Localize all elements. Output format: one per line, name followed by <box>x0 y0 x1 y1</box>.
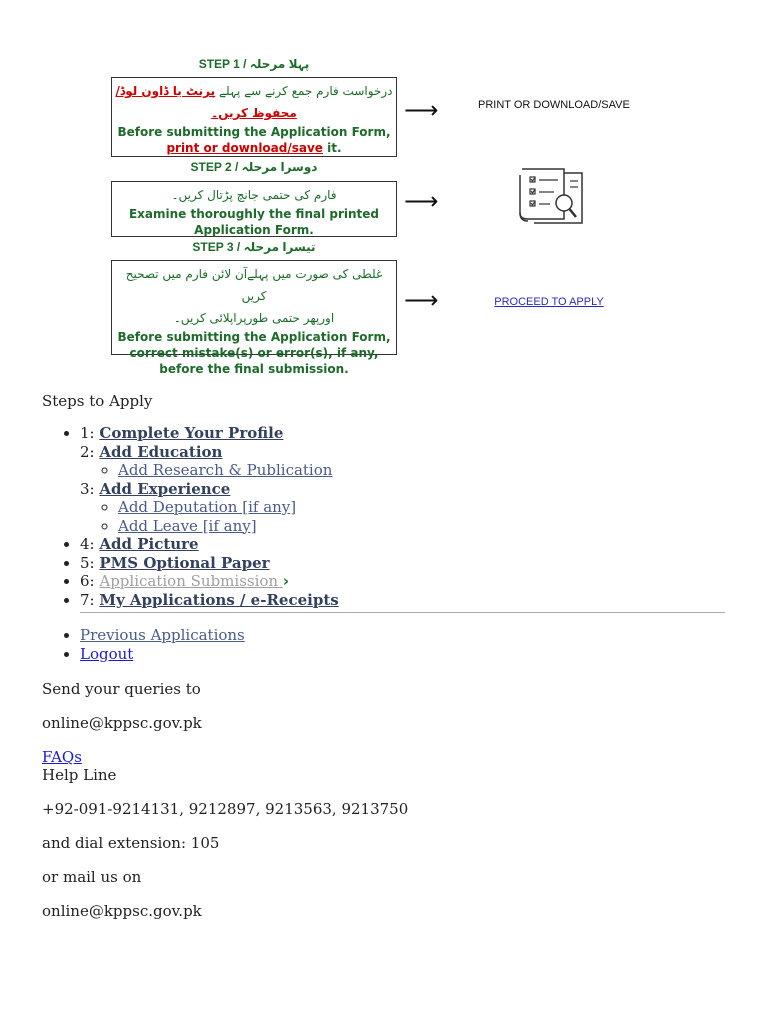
faqs-link[interactable]: FAQs <box>42 748 82 766</box>
sub-item <box>118 498 339 517</box>
proceed-to-apply-link[interactable]: PROCEED TO APPLY <box>494 296 604 308</box>
add-experience-link[interactable]: Add Experience <box>99 479 231 498</box>
step1-english <box>113 124 395 156</box>
step2-english: Examine thoroughly the final printed Application Form. <box>128 207 380 237</box>
step2-box <box>111 181 397 237</box>
step-number: 7: <box>80 590 100 609</box>
experience-sublist <box>80 498 339 535</box>
helpline-phones: +92-091-9214131, 9212897, 9213563, 9213750 <box>42 800 409 818</box>
my-applications-link[interactable]: My Applications / e-Receipts <box>99 590 339 609</box>
step-number: 3: <box>80 479 100 498</box>
list-item <box>80 645 245 664</box>
complete-profile-link[interactable]: Complete Your Profile <box>99 424 284 442</box>
add-research-publication-link[interactable]: Add Research & Publication <box>118 461 333 479</box>
step-number: 6: <box>80 572 100 590</box>
step3-urdu-line2: اورپھر حتمی طورپراپلائی کریں۔ <box>173 311 335 325</box>
apply-step-2 <box>80 443 339 480</box>
step3-urdu-line1: غلطی کی صورت میں پہلےآن لائن فارم میں تصحیح کریں <box>125 267 383 303</box>
if-any-note: [if any] <box>197 516 257 535</box>
step3-arrow-icon: ⟶ <box>404 286 439 314</box>
previous-applications-link[interactable]: Previous Applications <box>80 626 245 644</box>
application-submission-link[interactable]: Application Submission <box>99 572 283 590</box>
helpline-label: Help Line <box>42 766 117 784</box>
chevron-right-icon: › <box>282 572 290 590</box>
step1-arrow-icon: ⟶ <box>404 96 439 124</box>
add-leave-link[interactable]: Add Leave <box>118 516 198 535</box>
queries-email: online@kppsc.gov.pk <box>42 714 202 732</box>
apply-step-7 <box>80 591 339 610</box>
step1-box <box>111 77 397 157</box>
step1-urdu <box>113 80 395 124</box>
apply-step-5 <box>80 554 339 573</box>
divider <box>80 612 725 613</box>
queries-text: Send your queries to <box>42 680 201 698</box>
steps-to-apply-heading: Steps to Apply <box>42 392 153 410</box>
apply-steps-list <box>42 424 339 609</box>
step3-english: Before submitting the Application Form, correct mistake(s) or error(s), if any, before the final submission. <box>117 330 391 376</box>
mail-us-text: or mail us on <box>42 868 142 886</box>
step1-title: STEP 1 / پہلا مرحلہ <box>198 57 310 71</box>
step1-urdu-text: درخواست فارم جمع کرنے سے پہلے <box>215 84 393 98</box>
if-any-note: [if any] <box>237 498 297 516</box>
step2-urdu: فارم کی حتمی جانچ پڑتال کریں۔ <box>171 188 337 202</box>
sub-item <box>118 517 339 536</box>
step-number: 5: <box>80 553 100 572</box>
step1-english-text: Before submitting the Application Form, <box>117 125 391 139</box>
add-education-link[interactable]: Add Education <box>99 442 223 461</box>
step-number: 1: <box>80 424 100 442</box>
step-number: 4: <box>80 535 100 553</box>
step1-urdu-highlight: پرنٹ یا ڈاون لوڈ/ محفوظ کریں۔ <box>115 84 297 120</box>
apply-step-1 <box>80 424 339 443</box>
sub-item <box>118 461 339 480</box>
add-picture-link[interactable]: Add Picture <box>99 535 199 553</box>
pms-optional-paper-link[interactable]: PMS Optional Paper <box>99 553 270 572</box>
step3-title: STEP 3 / تیسرا مرحلہ <box>192 240 316 254</box>
apply-step-6 <box>80 572 339 591</box>
education-sublist <box>80 461 339 480</box>
mail-email: online@kppsc.gov.pk <box>42 902 202 920</box>
step2-title: STEP 2 / دوسرا مرحلہ <box>190 160 318 174</box>
dial-extension: and dial extension: 105 <box>42 834 220 852</box>
extra-links-list <box>42 626 245 664</box>
apply-step-3 <box>80 480 339 536</box>
print-download-save-label: PRINT OR DOWNLOAD/SAVE <box>478 99 630 111</box>
apply-step-4 <box>80 535 339 554</box>
checklist-magnifier-icon <box>514 165 586 227</box>
step1-english-end: it. <box>322 141 342 155</box>
logout-link[interactable]: Logout <box>80 645 134 663</box>
step1-english-highlight: print or download/save <box>166 141 323 155</box>
step-number: 2: <box>80 442 100 461</box>
list-item <box>80 626 245 645</box>
step3-box <box>111 260 397 376</box>
add-deputation-link[interactable]: Add Deputation <box>118 498 238 516</box>
step2-arrow-icon: ⟶ <box>404 187 439 215</box>
